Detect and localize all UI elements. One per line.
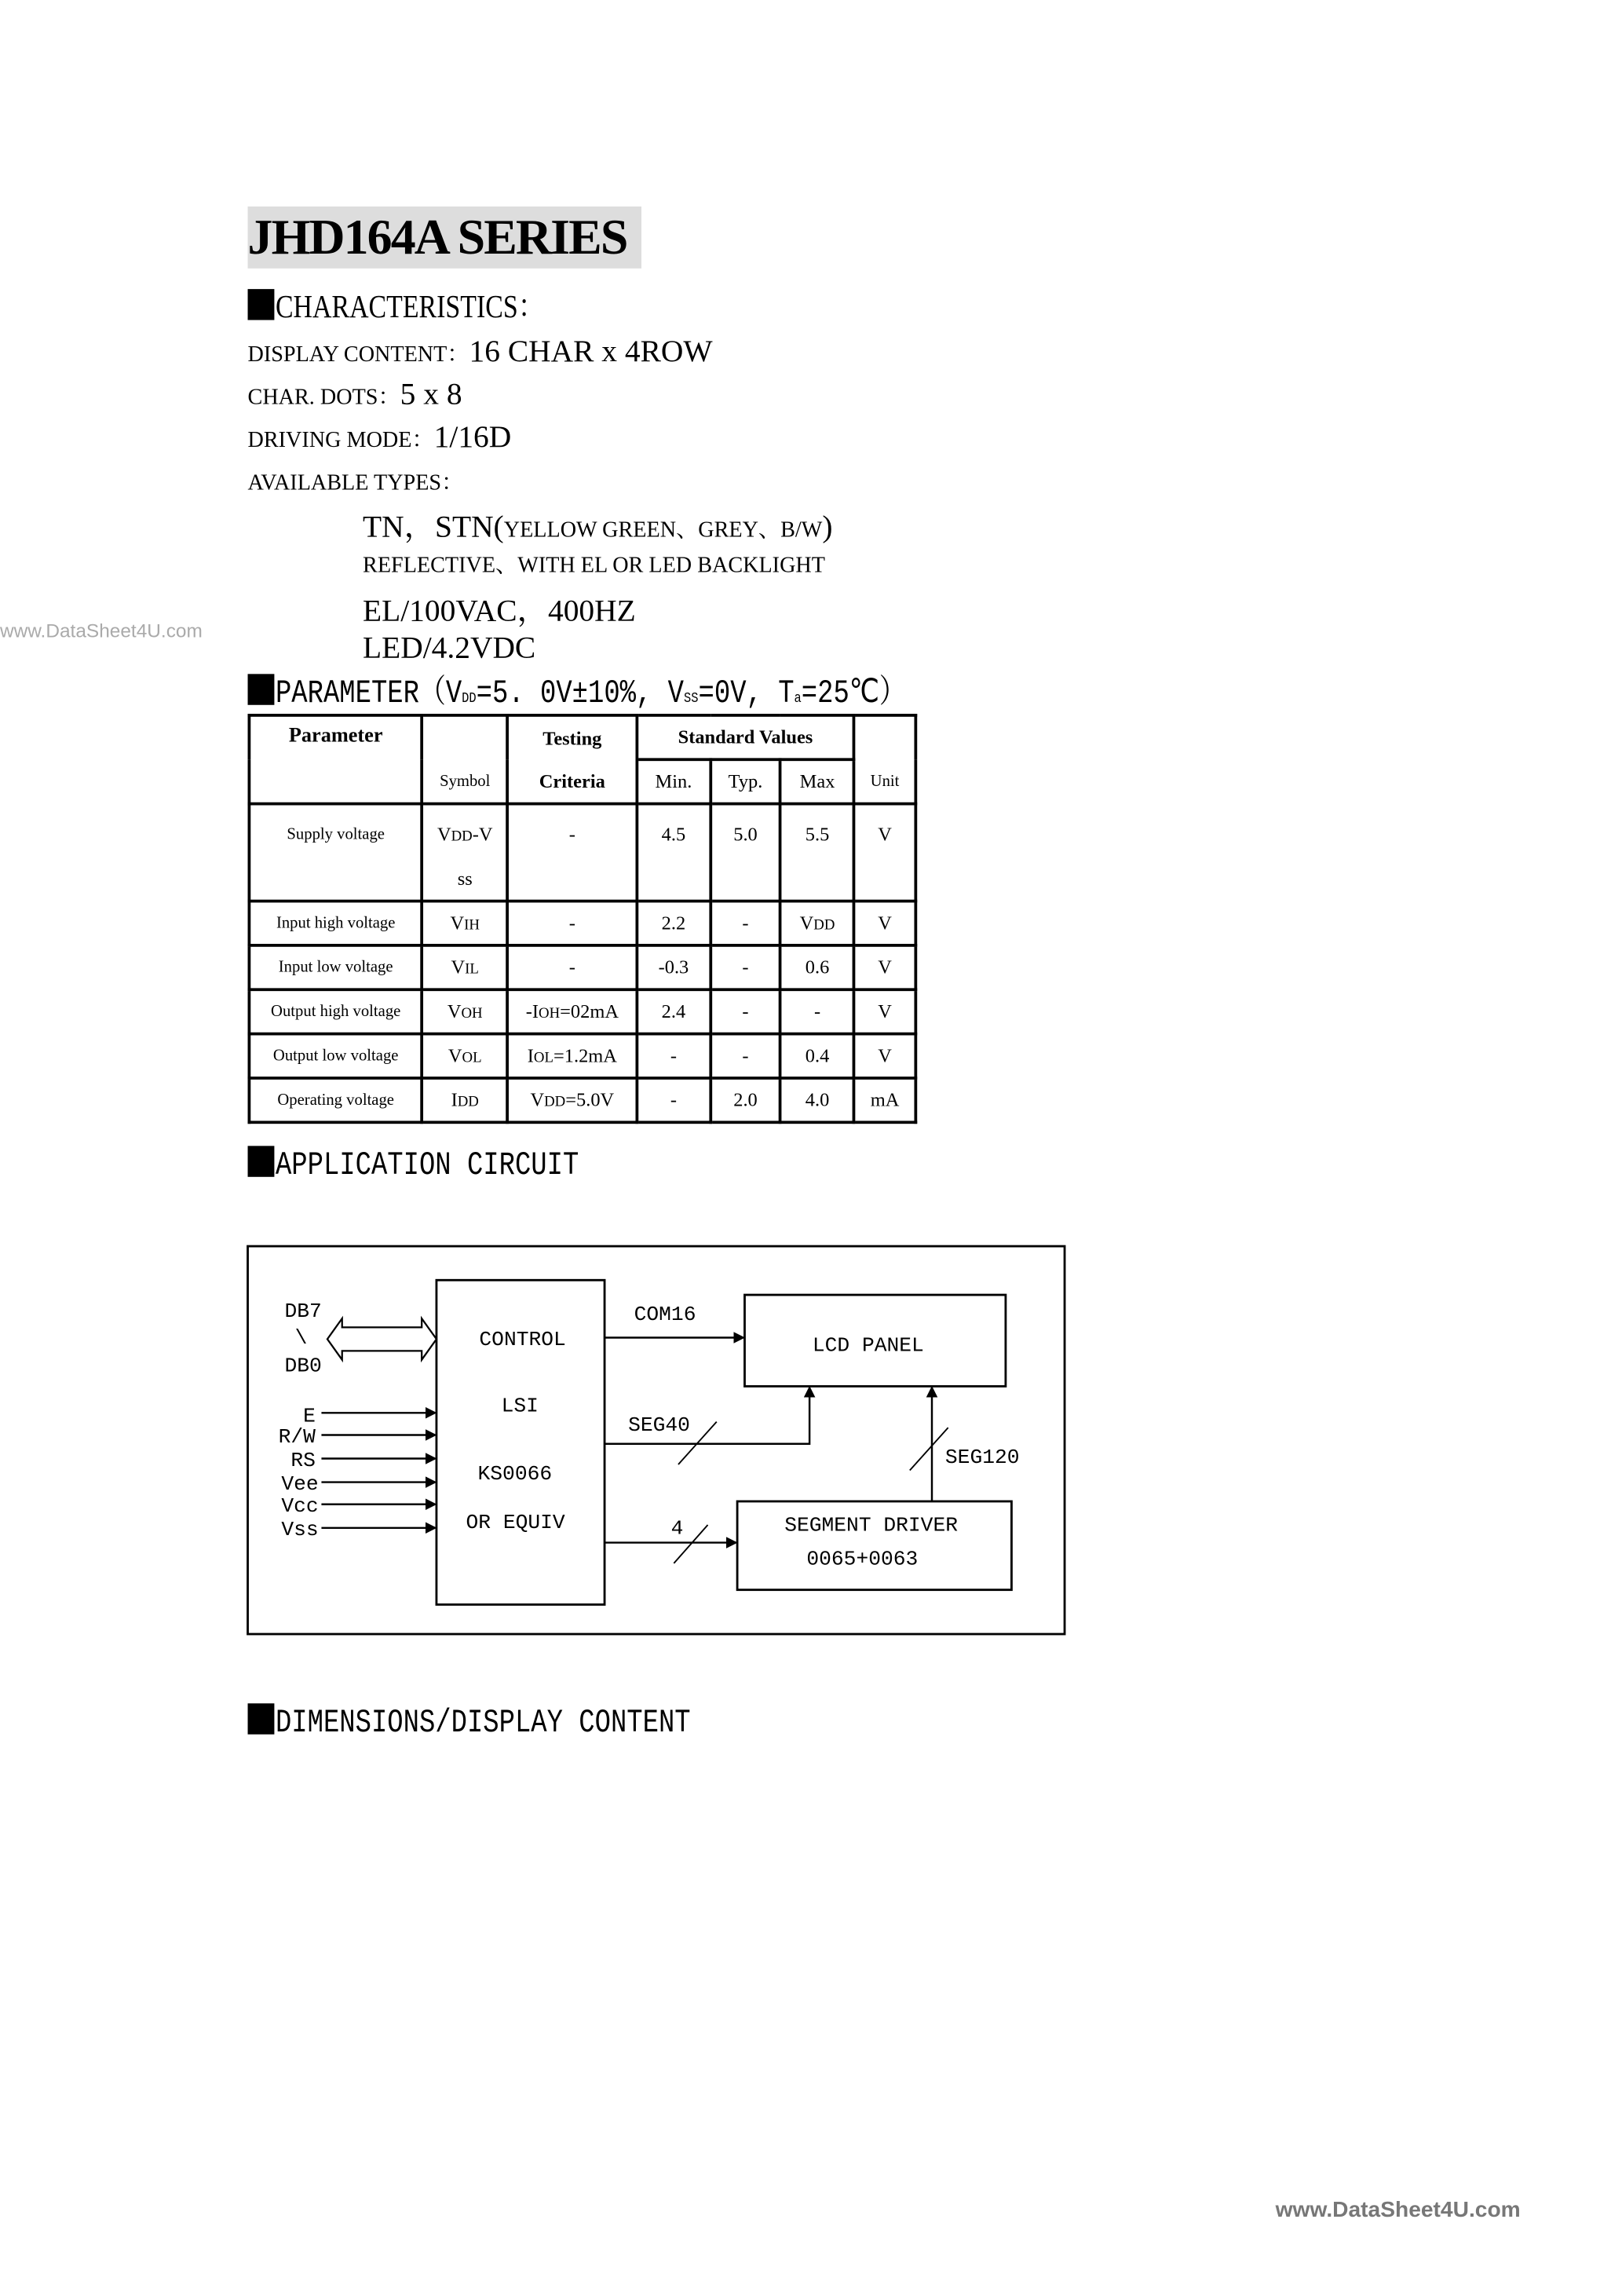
- text: I: [451, 1088, 458, 1111]
- control-line-3: KS0066: [477, 1461, 553, 1486]
- cell-typ: -: [711, 989, 781, 1033]
- text: -V: [472, 823, 493, 846]
- cell-unit: mA: [854, 1078, 916, 1122]
- text: 0.6: [805, 956, 830, 978]
- cell-min: -: [637, 1034, 710, 1078]
- header-testing: Testing: [542, 726, 602, 750]
- label-e: E: [303, 1404, 316, 1428]
- cond: =5. 0V±10%, V: [476, 675, 685, 713]
- page-title: JHD164A SERIES: [248, 207, 641, 269]
- text: V: [437, 823, 451, 846]
- watermark-bottom: www.DataSheet4U.com: [1275, 2197, 1521, 2223]
- com16-label: COM16: [634, 1302, 696, 1326]
- available-types-label: AVAILABLE TYPES：: [247, 472, 464, 496]
- types-colors: YELLOW GREEN、GREY、B/W: [503, 519, 823, 543]
- subscript: DD: [813, 917, 835, 934]
- header-standard-values: Standard Values: [637, 715, 854, 759]
- heading-text: CHARACTERISTICS：: [275, 287, 545, 325]
- text: -: [813, 1000, 821, 1022]
- text: ss: [457, 867, 473, 890]
- cell-min: -0.3: [637, 945, 710, 989]
- subscript: DD: [451, 828, 473, 846]
- text: =1.2mA: [553, 1044, 617, 1066]
- types-line-4: LED/4.2VDC: [363, 629, 536, 666]
- cell-typ: 2.0: [711, 1078, 781, 1122]
- label-db7: DB7: [284, 1300, 322, 1324]
- types-line-3: EL/100VAC，400HZ: [363, 593, 636, 629]
- text: =02mA: [560, 1000, 619, 1022]
- label-vee: Vee: [281, 1472, 319, 1496]
- watermark-left: www.DataSheet4U.com: [0, 619, 203, 642]
- value: 1/16D: [433, 419, 512, 455]
- text: 0.4: [805, 1044, 830, 1066]
- label-rw: R/W: [278, 1424, 316, 1449]
- cond: SS: [684, 691, 699, 708]
- header-criteria: Criteria: [539, 770, 605, 792]
- subscript: DD: [544, 1094, 566, 1111]
- text: -: [568, 956, 575, 978]
- header-min: Min.: [637, 759, 710, 803]
- label: DISPLAY CONTENT：: [247, 343, 469, 367]
- subscript: IL: [465, 961, 479, 978]
- dimensions-heading: [248, 1703, 691, 1742]
- types-main: TN，STN(: [363, 508, 504, 545]
- lcd-panel-label: LCD PANEL: [812, 1333, 924, 1358]
- cell-parameter: Input low voltage: [249, 945, 422, 989]
- header-parameter: Parameter: [249, 715, 422, 804]
- bullet-block-icon: [248, 1703, 275, 1734]
- text: V: [799, 911, 814, 934]
- cell-typ: -: [711, 945, 781, 989]
- cell-parameter: Output low voltage: [249, 1034, 422, 1078]
- label-vss: Vss: [281, 1518, 319, 1542]
- text: V: [451, 956, 466, 978]
- cell-unit: V: [854, 1034, 916, 1078]
- control-input-arrows: [321, 1338, 932, 1543]
- text: V: [530, 1088, 545, 1111]
- label: CHAR. DOTS：: [247, 386, 400, 411]
- cond: （V: [418, 675, 462, 713]
- cell-parameter: Supply voltage: [249, 804, 422, 901]
- subscript: DD: [457, 1094, 479, 1111]
- value: 16 CHAR x 4ROW: [469, 333, 713, 369]
- cell-typ: -: [711, 1034, 781, 1078]
- header-unit: Unit: [854, 715, 916, 804]
- text: V: [447, 1000, 462, 1022]
- subscript: OL: [533, 1050, 553, 1066]
- seg40-label: SEG40: [628, 1413, 690, 1437]
- subscript: IH: [464, 917, 480, 934]
- cond: DD: [462, 691, 477, 708]
- text: 5.5: [805, 823, 830, 846]
- heading-text: PARAMETER: [275, 675, 419, 713]
- subscript: OH: [539, 1005, 561, 1022]
- text: V: [450, 911, 465, 934]
- text: I: [527, 1044, 534, 1066]
- subscript: OL: [462, 1050, 482, 1066]
- header-typ: Typ.: [711, 759, 781, 803]
- types-end: ): [822, 508, 833, 545]
- text: -I: [525, 1000, 539, 1022]
- bus4-label: 4: [670, 1516, 684, 1541]
- cell-min: -: [637, 1078, 710, 1122]
- cell-parameter: Operating voltage: [249, 1078, 422, 1122]
- label-range: \: [294, 1326, 308, 1351]
- cell-min: 2.4: [637, 989, 710, 1033]
- segment-driver-chips: 0065+0063: [806, 1547, 919, 1571]
- cell-typ: -: [711, 901, 781, 945]
- cell-parameter: Output high voltage: [249, 989, 422, 1033]
- cond: =0V, T: [698, 675, 795, 713]
- label-vcc: Vcc: [281, 1494, 319, 1519]
- heading-text: APPLICATION CIRCUIT: [275, 1147, 579, 1185]
- value: 5 x 8: [400, 375, 462, 412]
- text: V: [448, 1044, 462, 1066]
- cond: a: [794, 691, 802, 708]
- header-max: Max: [780, 759, 853, 803]
- seg120-label: SEG120: [944, 1446, 1020, 1470]
- cell-unit: V: [854, 989, 916, 1033]
- cond: =25℃）: [801, 675, 906, 713]
- heading-text: DIMENSIONS/DISPLAY CONTENT: [275, 1705, 691, 1742]
- control-line-2: LSI: [501, 1394, 539, 1418]
- subscript: OH: [461, 1005, 483, 1022]
- header-symbol: Symbol: [422, 715, 507, 804]
- cell-unit: V: [854, 901, 916, 945]
- segment-driver-label: SEGMENT DRIVER: [784, 1513, 959, 1537]
- data-bus-double-arrow-icon: [327, 1318, 437, 1360]
- label-db0: DB0: [284, 1354, 322, 1378]
- label: DRIVING MODE：: [247, 429, 434, 453]
- text: -: [568, 823, 575, 846]
- cell-parameter: Input high voltage: [249, 901, 422, 945]
- label-rs: RS: [290, 1448, 316, 1472]
- text: 4.0: [805, 1088, 830, 1111]
- text: =5.0V: [565, 1088, 615, 1111]
- control-line-1: CONTROL: [479, 1327, 566, 1351]
- cell-typ: 5.0: [711, 804, 781, 901]
- control-line-4: OR EQUIV: [466, 1510, 565, 1534]
- types-line-2: REFLECTIVE、WITH EL OR LED BACKLIGHT: [363, 554, 825, 579]
- cell-unit: V: [854, 945, 916, 989]
- cell-min: 2.2: [637, 901, 710, 945]
- cell-unit: V: [854, 804, 916, 901]
- cell-min: 4.5: [637, 804, 710, 901]
- text: -: [568, 911, 575, 934]
